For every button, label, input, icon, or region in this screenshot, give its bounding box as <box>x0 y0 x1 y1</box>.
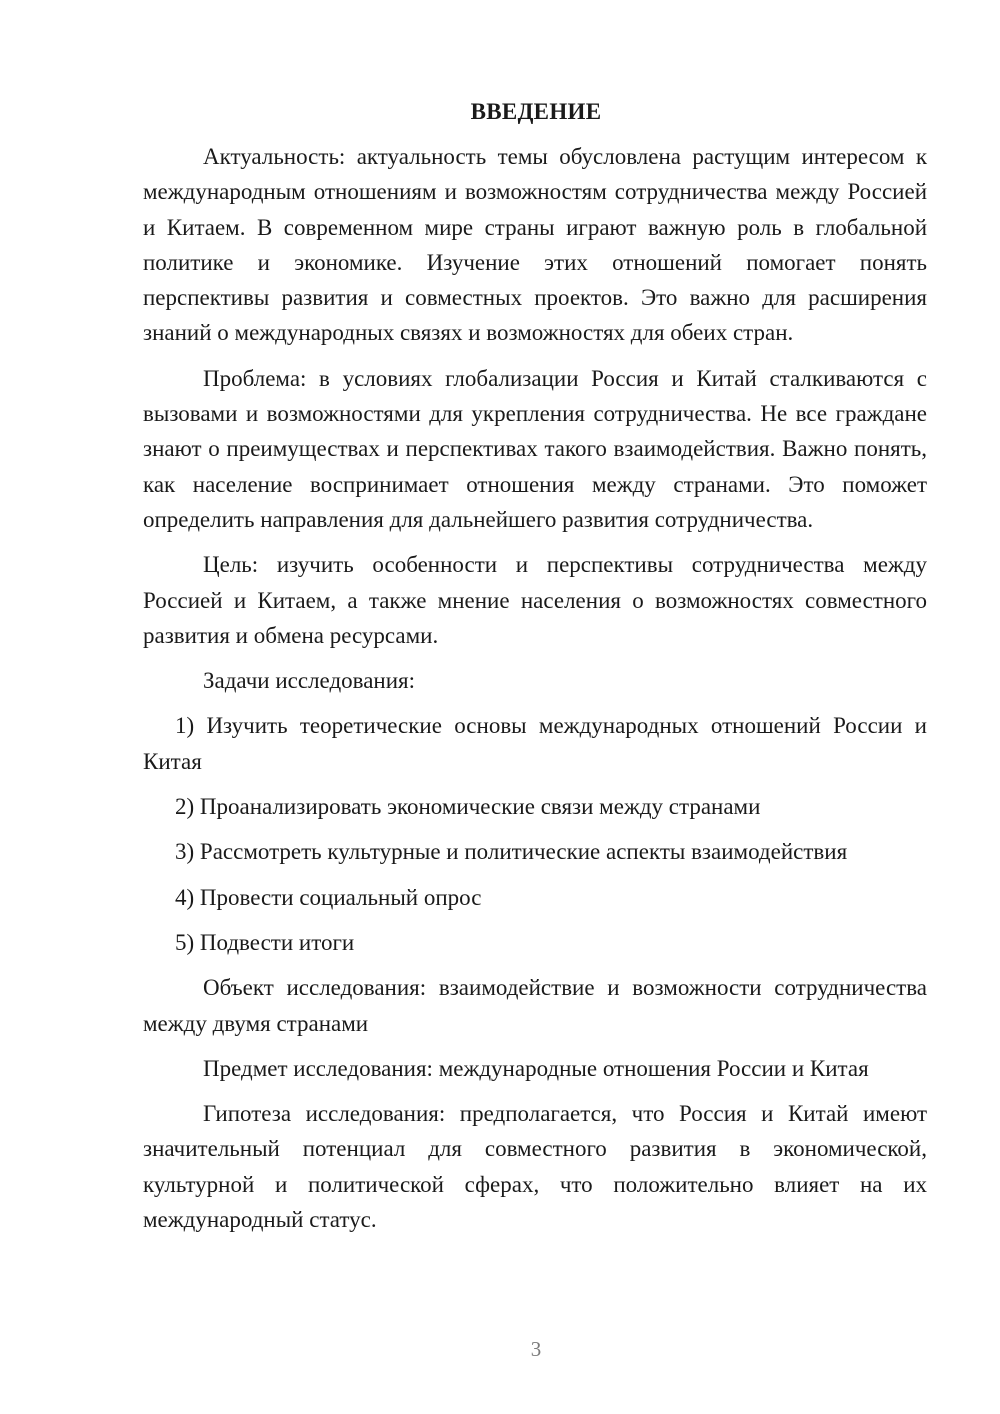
subject-paragraph: Предмет исследования: международные отношения России и Китая <box>203 1055 869 1081</box>
document-body <box>143 95 927 1247</box>
hypothesis-paragraph: Гипотеза исследования: предполагается, что Россия и Китай имеют значительный потенциал для совместного развития в экономической, культурной и политической сферах, что положительно влияет на их международный статус. <box>143 1101 927 1233</box>
object-paragraph: Объект исследования: взаимодействие и возможности сотрудничества между двумя странами <box>143 975 927 1036</box>
task-item-5: 5) Подвести итоги <box>175 929 355 955</box>
task-item-3: 3) Рассмотреть культурные и политические аспекты взаимодействия <box>175 839 848 865</box>
page-title: ВВЕДЕНИЕ <box>470 99 602 124</box>
page-number: 3 <box>530 1337 542 1361</box>
task-item-2: 2) Проанализировать экономические связи между странами <box>175 794 761 820</box>
task-item-4: 4) Провести социальный опрос <box>175 884 482 910</box>
tasks-heading: Задачи исследования: <box>203 668 416 694</box>
relevance-paragraph: Актуальность: актуальность темы обусловлена растущим интересом к международным отношениям и возможностям сотрудничества между Россией и Китаем. В современном мире страны играют важную роль в глобальной политике и экономике. Изучение этих отношений помогает понять перспективы развития и совместных проектов. Это важно для расширения знаний о международных связях и возможностях для обеих стран. <box>143 144 927 346</box>
problem-paragraph: Проблема: в условиях глобализации Россия и Китай сталкиваются с вызовами и возможностями для укрепления сотрудничества. Не все граждане знают о преимуществах и перспективах такого взаимодействия. Важно понять, как население воспринимает отношения между странами. Это поможет определить направления для дальнейшего развития сотрудничества. <box>143 365 927 532</box>
task-item-1: 1) Изучить теоретические основы международных отношений России и Китая <box>143 713 927 774</box>
goal-paragraph: Цель: изучить особенности и перспективы сотрудничества между Россией и Китаем, а также мнение населения о возможностях совместного развития и обмена ресурсами. <box>143 552 927 648</box>
